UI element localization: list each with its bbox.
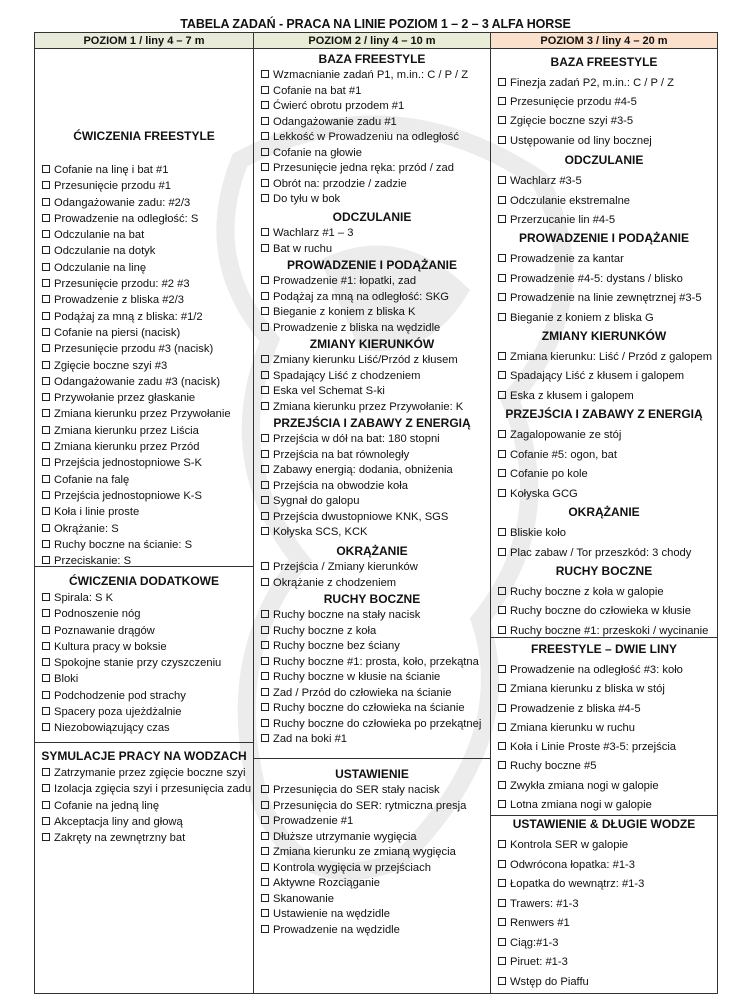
section-divider [491, 637, 717, 638]
checklist-item[interactable]: Prowadzenie za kantar [491, 250, 717, 270]
checklist-item[interactable]: Zad na boki #1 [254, 732, 490, 748]
checklist-item[interactable]: Wstęp do Piaffu [491, 973, 717, 993]
checklist-item[interactable]: Ruchy boczne bez ściany [254, 639, 490, 655]
checklist-item[interactable]: Podnoszenie nóg [35, 606, 253, 622]
checklist-item[interactable]: Spacery poza ujeżdżalnie [35, 704, 253, 720]
checklist-item[interactable]: Prowadzenie z bliska #2/3 [35, 292, 253, 308]
checklist-item[interactable]: Akceptacja liny and głową [35, 814, 253, 830]
checklist-item[interactable]: Przesunięcie przodu #3 (nacisk) [35, 341, 253, 357]
checklist-item[interactable]: Podążaj za mną z bliska: #1/2 [35, 309, 253, 325]
section-heading: OKRĄŻANIE [336, 544, 408, 558]
checklist-item[interactable]: Eska z kłusem i galopem [491, 387, 717, 406]
section-okrazanie-p3 [491, 505, 717, 563]
checklist-item[interactable]: Obrót na: przodzie / zadzie [254, 177, 490, 193]
section-heading: PRZEJŚCIA I ZABAWY Z ENERGIĄ [505, 407, 703, 421]
checklist-item[interactable]: Okrążanie: S [35, 521, 253, 537]
section-divider [491, 815, 717, 816]
checklist-item[interactable]: Cofanie na falę [35, 472, 253, 488]
checklist-item[interactable]: Ustawienie na wędzidle [254, 907, 490, 923]
checklist-item[interactable]: Odczulanie na dotyk [35, 243, 253, 259]
section-divider [254, 758, 490, 759]
checklist-item[interactable]: Aktywne Rozciąganie [254, 876, 490, 892]
checklist-item[interactable]: Prowadzenie #1: łopatki, zad [254, 274, 490, 290]
checklist-item[interactable]: Odczulanie na linę [35, 260, 253, 276]
checklist-item[interactable]: Zmiana kierunku przez Przywołanie [35, 406, 253, 422]
section-prowadzenie-p3 [491, 231, 717, 328]
checklist-item[interactable]: Przejścia / Zmiany kierunków [254, 560, 490, 576]
section-odczulanie [254, 210, 490, 257]
checklist-item[interactable]: Bat w ruchu [254, 242, 490, 258]
checklist-item[interactable]: Ruchy boczne na ścianie: S [35, 537, 253, 553]
checklist-item[interactable]: Cofanie na piersi (nacisk) [35, 325, 253, 341]
checklist-item[interactable]: Odangażowanie zadu: #2/3 [35, 195, 253, 211]
checklist-item[interactable]: Przywołanie przez głaskanie [35, 390, 253, 406]
section-heading: ODCZULANIE [564, 153, 644, 167]
column-header-level-3: POZIOM 3 / liny 4 – 20 m [490, 32, 718, 49]
checklist-item[interactable]: Lekkość w Prowadzeniu na odległość [254, 130, 490, 146]
checklist-item[interactable]: Zagalopowanie ze stój [491, 426, 717, 446]
checklist-item[interactable]: Cofanie na jedną linę [35, 798, 253, 814]
checklist-item[interactable]: Przerzucanie lin #4-5 [491, 211, 717, 231]
checklist-item[interactable]: Kontrola wygięcia w przejściach [254, 861, 490, 877]
checklist-item[interactable]: Ciąg:#1-3 [491, 934, 717, 954]
checklist-item[interactable]: Ruchy boczne #1: prosta, koło, przekątna [254, 655, 490, 671]
checklist-item[interactable]: Zmiana kierunku z bliska w stój [491, 680, 717, 699]
checklist-item[interactable]: Cofanie na bat #1 [254, 84, 490, 100]
checklist-item[interactable]: Finezja zadań P2, m.in.: C / P / Z [491, 74, 717, 93]
checklist-item[interactable]: Przejścia jednostopniowe K-S [35, 488, 253, 504]
checklist-item[interactable]: Piruet: #1-3 [491, 953, 717, 973]
checklist-item[interactable]: Przesunięcia do SER stały nacisk [254, 783, 490, 799]
checklist-item[interactable]: Przejścia jednostopniowe S-K [35, 455, 253, 471]
section-heading: ODCZULANIE [332, 210, 412, 224]
section-heading: USTAWIENIE & DŁUGIE WODZE [512, 817, 696, 831]
checklist-item[interactable]: Niezobowiązujący czas [35, 720, 253, 736]
checklist-item[interactable]: Sygnał do galopu [254, 494, 490, 510]
checklist-item[interactable]: Ruchy boczne z koła w galopie [491, 583, 717, 602]
checklist-item[interactable]: Podchodzenie pod strachy [35, 688, 253, 704]
checklist-item[interactable]: Do tyłu w bok [254, 192, 490, 208]
checklist-item[interactable]: Bliskie koło [491, 524, 717, 544]
checklist-item[interactable]: Odangażowanie zadu #1 [254, 115, 490, 131]
checklist-item[interactable]: Bieganie z koniem z bliska K [254, 305, 490, 321]
checklist-item[interactable]: Łopatka do wewnątrz: #1-3 [491, 875, 717, 895]
checklist-item[interactable]: Prowadzenie na wędzidle [254, 923, 490, 939]
checklist-item[interactable]: Wachlarz #1 – 3 [254, 226, 490, 242]
section-ustawienie-dlugie-wodze [491, 817, 717, 992]
section-symulacje [35, 749, 253, 846]
checklist-item[interactable]: Prowadzenie #1 [254, 814, 490, 830]
section-heading: BAZA FREESTYLE [318, 52, 426, 66]
checklist-item[interactable]: Zabawy energią: dodania, obniżenia [254, 463, 490, 479]
checklist-item[interactable]: Przejścia na obwodzie koła [254, 479, 490, 495]
checklist-item[interactable]: Spadający Liść z chodzeniem [254, 369, 490, 385]
checklist-item[interactable]: Ruchy boczne do człowieka na ścianie [254, 701, 490, 717]
checklist-item[interactable]: Cofanie na głowie [254, 146, 490, 162]
checklist-item[interactable]: Bieganie z koniem z bliska G [491, 309, 717, 329]
section-heading: USTAWIENIE [335, 767, 409, 781]
section-baza-freestyle-p3 [491, 55, 717, 151]
section-heading: PROWADZENIE I PODĄŻANIE [518, 231, 689, 245]
checklist-item[interactable]: Prowadzenie z bliska #4-5 [491, 700, 717, 719]
checklist-item[interactable]: Spokojne stanie przy czyszczeniu [35, 655, 253, 671]
column-header-level-2: POZIOM 2 / liny 4 – 10 m [253, 32, 491, 49]
checklist-item[interactable]: Prowadzenie #4-5: dystans / blisko [491, 270, 717, 290]
checklist-item[interactable]: Koła i linie proste [35, 504, 253, 520]
checklist-item[interactable]: Zmiana kierunku przez Przód [35, 439, 253, 455]
checklist-item[interactable]: Ruchy boczne #1: przeskoki / wycinanie [491, 622, 717, 641]
checklist-item[interactable]: Zmiany kierunku Liść/Przód z kłusem [254, 353, 490, 369]
section-ustawienie [254, 767, 490, 938]
section-heading: BAZA FREESTYLE [550, 55, 658, 69]
checklist-item[interactable]: Dłuższe utrzymanie wygięcia [254, 830, 490, 846]
checklist-item[interactable]: Przeciskanie: S [35, 553, 253, 569]
checklist-item[interactable]: Lotna zmiana nogi w galopie [491, 796, 717, 815]
checklist-item[interactable]: Przejścia dwustopniowe KNK, SGS [254, 510, 490, 526]
checklist-item[interactable]: Zmiana kierunku: Liść / Przód z galopem [491, 348, 717, 367]
section-heading: OKRĄŻANIE [568, 505, 640, 519]
checklist-item[interactable]: Zakręty na zewnętrzny bat [35, 830, 253, 846]
section-heading: PRZEJŚCIA I ZABAWY Z ENERGIĄ [273, 416, 471, 430]
checklist-item[interactable]: Skanowanie [254, 892, 490, 908]
checklist-item[interactable]: Przesunięcia do SER: rytmiczna presja [254, 799, 490, 815]
section-freestyle-dwie-liny [491, 642, 717, 815]
checklist-item[interactable]: Ruchy boczne #5 [491, 757, 717, 776]
checklist-item[interactable]: Renwers #1 [491, 914, 717, 934]
checklist-item[interactable]: Zmiana kierunku w ruchu [491, 719, 717, 738]
checklist-item[interactable]: Cofanie po kole [491, 465, 717, 485]
checklist-item[interactable]: Eska vel Schemat S-ki [254, 384, 490, 400]
checklist-item[interactable]: Kołyska SCS, KCK [254, 525, 490, 541]
checklist-item[interactable]: Poznawanie drągów [35, 623, 253, 639]
section-heading: PROWADZENIE I PODĄŻANIE [286, 258, 457, 272]
checklist-item[interactable]: Zmiana kierunku przez Liścia [35, 423, 253, 439]
checklist-item[interactable]: Zwykła zmiana nogi w galopie [491, 777, 717, 796]
checklist-item[interactable]: Odangażowanie zadu #3 (nacisk) [35, 374, 253, 390]
section-przejscia-p3 [491, 407, 717, 504]
section-odczulanie-p3 [491, 153, 717, 231]
checklist-item[interactable]: Przesunięcie jedna ręka: przód / zad [254, 161, 490, 177]
section-baza-freestyle [254, 52, 490, 208]
section-heading: ĆWICZENIA FREESTYLE [73, 129, 215, 143]
column-header-level-1: POZIOM 1 / liny 4 – 7 m [34, 32, 254, 49]
checklist-item[interactable]: Zmiana kierunku przez Przywołanie: K [254, 400, 490, 416]
section-heading: FREESTYLE – DWIE LINY [530, 642, 677, 656]
checklist-item[interactable]: Wachlarz #3-5 [491, 172, 717, 192]
checklist-item[interactable]: Kultura pracy w boksie [35, 639, 253, 655]
checklist-item[interactable]: Ruchy boczne do człowieka po przekątnej [254, 717, 490, 733]
section-zmiany-kierunkow-p3 [491, 329, 717, 406]
section-heading: ZMIANY KIERUNKÓW [541, 329, 667, 343]
section-okrazanie [254, 544, 490, 591]
checklist-item[interactable]: Prowadzenie na odległość #3: koło [491, 661, 717, 680]
checklist-item[interactable]: Przejścia na bat równoległy [254, 448, 490, 464]
checklist-item[interactable]: Odczulanie ekstremalne [491, 192, 717, 212]
column-level-3 [490, 49, 718, 994]
checklist-item[interactable]: Przejścia w dół na bat: 180 stopni [254, 432, 490, 448]
checklist-item[interactable]: Ruchy boczne na stały nacisk [254, 608, 490, 624]
checklist-item[interactable]: Ćwierć obrotu przodem #1 [254, 99, 490, 115]
checklist-item[interactable]: Okrążanie z chodzeniem [254, 576, 490, 592]
checklist-item[interactable]: Odwrócona łopatka: #1-3 [491, 856, 717, 876]
section-heading: RUCHY BOCZNE [555, 564, 653, 578]
checklist-item[interactable]: Ustępowanie od liny bocznej [491, 132, 717, 151]
checklist-item[interactable]: Prowadzenie na odległość: S [35, 211, 253, 227]
checklist-item[interactable]: Zad / Przód do człowieka na ścianie [254, 686, 490, 702]
page-title: TABELA ZADAŃ - PRACA NA LINIE POZIOM 1 – 2 – 3 ALFA HORSE [180, 17, 571, 31]
checklist-item[interactable]: Przesunięcie przodu #4-5 [491, 93, 717, 112]
checklist-item[interactable]: Wzmacnianie zadań P1, m.in.: C / P / Z [254, 68, 490, 84]
checklist-item[interactable]: Kołyska GCG [491, 485, 717, 505]
section-heading: ZMIANY KIERUNKÓW [309, 337, 435, 351]
section-ruchy-boczne [254, 592, 490, 748]
checklist-item[interactable]: Spirala: S K [35, 590, 253, 606]
column-level-1 [34, 49, 254, 994]
checklist-item[interactable]: Odczulanie na bat [35, 227, 253, 243]
checklist-item[interactable]: Prowadzenie na linie zewnętrznej #3-5 [491, 289, 717, 309]
checklist-item[interactable]: Kontrola SER w galopie [491, 836, 717, 856]
section-heading: RUCHY BOCZNE [323, 592, 421, 606]
checklist-item[interactable]: Trawers: #1-3 [491, 895, 717, 915]
checklist-item[interactable]: Ruchy boczne do człowieka w kłusie [491, 602, 717, 621]
section-przejscia [254, 416, 490, 541]
checklist-item[interactable]: Izolacja zgięcia szyi i przesunięcia zadu [35, 781, 253, 797]
checklist-item[interactable]: Zgięcie boczne szyi #3 [35, 358, 253, 374]
column-level-2 [253, 49, 491, 994]
section-ruchy-boczne-p3 [491, 564, 717, 641]
section-cwiczenia-dodatkowe [35, 574, 253, 737]
section-heading: ĆWICZENIA DODATKOWE [69, 574, 219, 588]
checklist-item[interactable]: Cofanie na linę i bat #1 [35, 162, 253, 178]
section-heading: SYMULACJE PRACY NA WODZACH [41, 749, 247, 763]
checklist-item[interactable]: Zatrzymanie przez zgięcie boczne szyi [35, 765, 253, 781]
section-zmiany-kierunkow [254, 337, 490, 415]
section-prowadzenie [254, 258, 490, 336]
checklist-item[interactable]: Przesunięcie przodu: #2 #3 [35, 276, 253, 292]
checklist-item[interactable]: Plac zabaw / Tor przeszkód: 3 chody [491, 544, 717, 564]
checklist-item[interactable]: Koła i Linie Proste #3-5: przejścia [491, 738, 717, 757]
checklist-item[interactable]: Cofanie #5: ogon, bat [491, 446, 717, 466]
section-cwiczenia-freestyle [35, 129, 253, 569]
checklist-item[interactable]: Ruchy boczne z koła [254, 624, 490, 640]
section-divider [35, 742, 253, 743]
checklist-item[interactable]: Przesunięcie przodu #1 [35, 178, 253, 194]
checklist-item[interactable]: Podążaj za mną na odległość: SKG [254, 290, 490, 306]
checklist-item[interactable]: Prowadzenie z bliska na wędzidle [254, 321, 490, 337]
section-divider [35, 566, 253, 567]
checklist-item[interactable]: Bloki [35, 671, 253, 687]
checklist-item[interactable]: Spadający Liść z kłusem i galopem [491, 367, 717, 386]
checklist-item[interactable]: Zmiana kierunku ze zmianą wygięcia [254, 845, 490, 861]
checklist-item[interactable]: Zgięcie boczne szyi #3-5 [491, 112, 717, 131]
checklist-item[interactable]: Ruchy boczne w kłusie na ścianie [254, 670, 490, 686]
